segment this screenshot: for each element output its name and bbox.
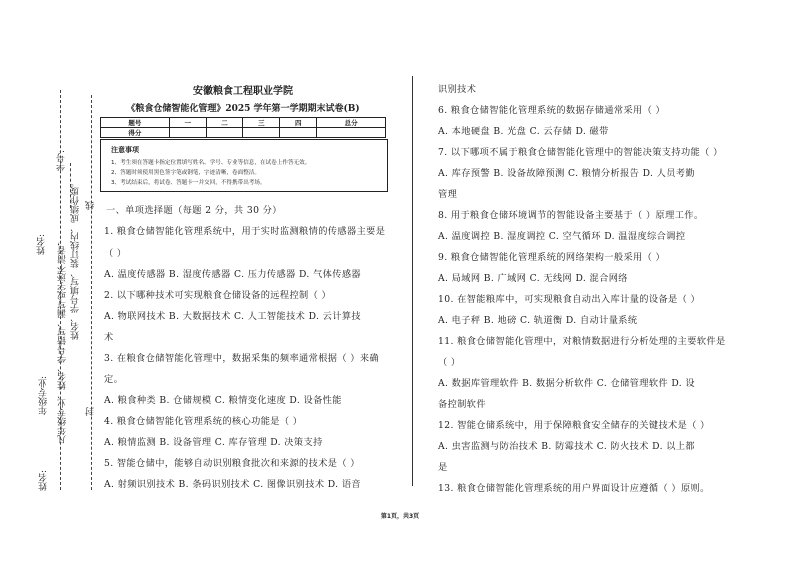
score-table-score-row bbox=[101, 128, 386, 138]
school-name: 安徽粮食工程职业学院 bbox=[193, 86, 293, 97]
score-cell: 一 bbox=[169, 118, 206, 128]
score-cell: 题号 bbox=[101, 118, 170, 128]
notice-item: 1、考生须在答题卡指定位置填写姓名、学号、专业等信息，在试卷上作答无效。 bbox=[111, 160, 311, 166]
binding-instruction-2: 凡年级专业、姓名、学号错写、漏写或字迹不清者， bbox=[58, 237, 68, 444]
notice-title: 注意事项 bbox=[111, 146, 139, 154]
question-line: 识别技术 bbox=[438, 84, 477, 95]
question-line: 10. 在智能粮库中，可实现粮食自动出入库计量的设备是（ ） bbox=[438, 294, 701, 305]
question-line: A. 粮食种类 B. 仓储规模 C. 粮情变化速度 D. 设备性能 bbox=[104, 395, 342, 406]
question-line: 是 bbox=[438, 462, 448, 473]
question-line: （ ） bbox=[104, 248, 127, 259]
exam-title: 《粮食仓储智能化管理》2025 学年第一学期期末试卷(B) bbox=[126, 104, 360, 114]
notice-box bbox=[100, 139, 388, 192]
page-footer: 第1页，共3页 bbox=[380, 513, 420, 520]
cut-line-mark-bottom: 封 bbox=[86, 407, 96, 416]
score-table-header-row bbox=[101, 118, 386, 128]
binding-fold-line bbox=[60, 90, 61, 490]
name-label: 姓名: bbox=[37, 234, 47, 256]
score-cell: 总分 bbox=[317, 118, 386, 128]
score-table bbox=[100, 117, 386, 138]
question-line: 2. 以下哪种技术可实现粮食仓储设备的远程控制（ ） bbox=[104, 290, 332, 301]
question-line: 7. 以下哪项不属于粮食仓储智能化管理中的智能决策支持功能（ ） bbox=[438, 147, 723, 158]
score-cell bbox=[317, 128, 386, 138]
score-cell: 三 bbox=[243, 118, 280, 128]
question-line: A. 虫害监测与防治技术 B. 防霉技术 C. 防火技术 D. 以上都 bbox=[438, 441, 696, 452]
question-line: 8. 用于粮食仓储环境调节的智能设备主要基于（ ）原理工作。 bbox=[438, 210, 704, 221]
question-line: 12. 智能仓储系统中，用于保障粮食安全储存的关键技术是（ ） bbox=[438, 420, 710, 431]
question-line: A. 射频识别技术 B. 条码识别技术 C. 图像识别技术 D. 语音 bbox=[104, 479, 362, 490]
name-label-bottom: 姓名: bbox=[39, 470, 49, 492]
question-line: 备控制软件 bbox=[438, 399, 486, 410]
binding-instruction-1: 姓名、学号填写、装订线内、成绩作废。 bbox=[71, 178, 81, 340]
question-line: 6. 粮食仓储智能化管理系统的数据存储通常采用（ ） bbox=[438, 105, 666, 116]
question-line: A. 温度传感器 B. 湿度传感器 C. 压力传感器 D. 气体传感器 bbox=[104, 269, 362, 280]
question-line: 术 bbox=[104, 332, 114, 343]
question-line: A. 物联网技术 B. 大数据技术 C. 人工智能技术 D. 云计算技 bbox=[104, 311, 362, 322]
question-line: 3. 在粮食仓储智能化管理中，数据采集的频率通常根据（ ）来确 bbox=[104, 353, 380, 364]
question-line: 13. 粮食仓储智能化管理系统的用户界面设计应遵循（ ）原则。 bbox=[438, 483, 710, 494]
question-line: A. 电子秤 B. 地磅 C. 轨道衡 D. 自动计量系统 bbox=[438, 315, 638, 326]
score-cell bbox=[169, 128, 206, 138]
question-line: A. 局域网 B. 广域网 C. 无线网 D. 混合网络 bbox=[438, 273, 628, 284]
question-line: （ ） bbox=[438, 357, 461, 368]
score-cell bbox=[206, 128, 243, 138]
grade-major-label: 年级专业: bbox=[39, 376, 49, 416]
question-line: 定。 bbox=[104, 374, 124, 385]
question-line: 4. 粮食仓储智能化管理系统的核心功能是（ ） bbox=[104, 416, 303, 427]
score-cell: 二 bbox=[206, 118, 243, 128]
question-line: A. 本地硬盘 B. 光盘 C. 云存储 D. 磁带 bbox=[438, 126, 609, 137]
question-line: A. 粮情监测 B. 设备管理 C. 库存管理 D. 决策支持 bbox=[104, 437, 323, 448]
question-line: 5. 智能仓储中，能够自动识别粮食批次和来源的技术是（ ） bbox=[104, 458, 360, 469]
score-cell bbox=[243, 128, 280, 138]
question-line: 9. 粮食仓储智能化管理系统的网络架构一般采用（ ） bbox=[438, 252, 666, 263]
student-id-label: 学号: bbox=[57, 150, 67, 172]
column-divider bbox=[412, 76, 413, 486]
question-line: 1. 粮食仓储智能化管理系统中，用于实时监测粮情的传感器主要是 bbox=[104, 226, 386, 237]
binding-cut-line bbox=[91, 95, 92, 490]
question-line: A. 库存预警 B. 设备故障预测 C. 粮情分析报告 D. 人员考勤 bbox=[438, 168, 696, 179]
notice-item: 2、答题时须使用黑色签字笔或钢笔，字迹清晰，卷面整洁。 bbox=[111, 170, 260, 176]
score-cell: 四 bbox=[280, 118, 317, 128]
question-line: 管理 bbox=[438, 189, 458, 200]
section-heading: 一、单项选择题（每题 2 分，共 30 分） bbox=[106, 205, 282, 216]
cut-line-mark-top: 线 bbox=[86, 201, 96, 210]
question-line: 11. 粮食仓储智能化管理中，对粮情数据进行分析处理的主要软件是 bbox=[438, 336, 726, 347]
score-cell bbox=[280, 128, 317, 138]
notice-item: 3、考试结束后，将试卷、答题卡一并交回，不得携带出考场。 bbox=[111, 180, 266, 186]
score-cell: 得分 bbox=[101, 128, 170, 138]
question-line: A. 数据库管理软件 B. 数据分析软件 C. 仓储管理软件 D. 设 bbox=[438, 378, 696, 389]
question-line: A. 温度调控 B. 湿度调控 C. 空气循环 D. 温湿度综合调控 bbox=[438, 231, 686, 242]
